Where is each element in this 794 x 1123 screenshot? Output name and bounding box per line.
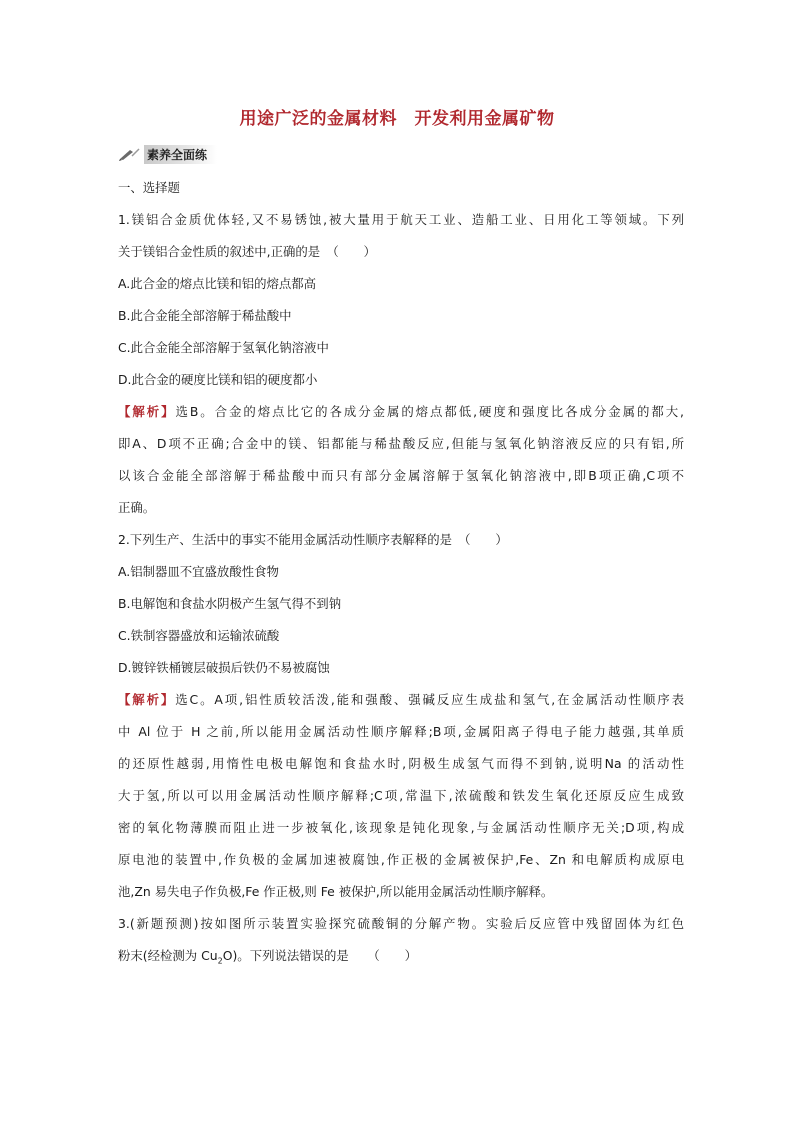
- q2-analysis-line-7: 池,Zn 易失电子作负极,Fe 作正极,则 Fe 被保护,所以能用金属活动性顺序解释。: [118, 884, 554, 899]
- question-content: [118, 172, 684, 972]
- q1-analysis-mark: 【解析】: [118, 404, 176, 419]
- q1-option-c: C.此合金能全部溶解于氢氧化钠溶液中: [118, 340, 329, 355]
- q1-stem-line-1: 1.镁铝合金质优体轻,又不易锈蚀,被大量用于航天工业、造船工业、日用化工等领域。下列: [118, 212, 684, 227]
- q2-analysis-text-1: 选C。A项,铝性质较活泼,能和强酸、强碱反应生成盐和氢气,在金属活动性顺序表: [175, 692, 684, 707]
- q3-stem-line-1: 3.(新题预测)按如图所示装置实验探究硫酸铜的分解产物。实验后反应管中残留固体为红色: [118, 916, 684, 931]
- q2-analysis-line-6: 原电池的装置中,作负极的金属加速被腐蚀,作正极的金属被保护,Fe、Zn 和电解质构成原电: [118, 852, 684, 867]
- q3-stem-text-b: O)。下列说法错误的是 （ ）: [222, 948, 417, 963]
- section-tag: [118, 145, 217, 163]
- q1-option-b: B.此合金能全部溶解于稀盐酸中: [118, 308, 292, 323]
- q2-option-d: D.镀锌铁桶镀层破损后铁仍不易被腐蚀: [118, 660, 330, 675]
- q1-analysis-line-1: [118, 396, 684, 428]
- q2-analysis-line-2: 中 Al 位于 H 之前,所以能用金属活动性顺序解释;B项,金属阳离子得电子能力越强,其单质: [118, 724, 684, 739]
- q2-stem: 2.下列生产、生活中的事实不能用金属活动性顺序表解释的是 （ ）: [118, 532, 508, 547]
- q1-analysis-line-3: 以该合金能全部溶解于稀盐酸中而只有部分金属溶解于氢氧化钠溶液中,即B项正确,C项不: [118, 468, 684, 483]
- q3-stem-line-2: [118, 940, 684, 972]
- q3-stem-subscript: 2: [217, 956, 223, 966]
- q1-stem-line-2: 关于镁铝合金性质的叙述中,正确的是 （ ）: [118, 244, 376, 259]
- q1-analysis-line-4: 正确。: [118, 500, 156, 515]
- pencil-icon: [118, 147, 140, 161]
- q2-option-c: C.铁制容器盛放和运输浓硫酸: [118, 628, 280, 643]
- section-tag-label: 素养全面练: [144, 145, 217, 164]
- q1-option-d: D.此合金的硬度比镁和铝的硬度都小: [118, 372, 318, 387]
- q1-analysis-text-1: 选B。合金的熔点比它的各成分金属的熔点都低,硬度和强度比各成分金属的都大,: [175, 404, 685, 419]
- q1-analysis-line-2: 即A、D项不正确;合金中的镁、铝都能与稀盐酸反应,但能与氢氧化钠溶液反应的只有铝,所: [118, 436, 684, 451]
- q3-stem-text-a: 粉末(经检测为 Cu: [118, 948, 218, 963]
- q2-analysis-line-4: 大于氢,所以可以用金属活动性顺序解释;C项,常温下,浓硫酸和铁发生氧化还原反应生成致: [118, 788, 684, 803]
- q2-analysis-line-5: 密的氧化物薄膜而阻止进一步被氧化,该现象是钝化现象,与金属活动性顺序无关;D项,构成: [118, 820, 684, 835]
- q2-option-b: B.电解饱和食盐水阴极产生氢气得不到钠: [118, 596, 342, 611]
- part-heading: 一、选择题: [118, 180, 180, 195]
- page-title: 用途广泛的金属材料 开发利用金属矿物: [239, 109, 555, 129]
- q2-option-a: A.铝制器皿不宜盛放酸性食物: [118, 564, 279, 579]
- q2-analysis-line-3: 的还原性越弱,用惰性电极电解饱和食盐水时,阴极生成氢气而得不到钠,说明Na 的活动性: [118, 756, 684, 771]
- q2-analysis-line-1: [118, 684, 684, 716]
- q1-option-a: A.此合金的熔点比镁和铝的熔点都高: [118, 276, 317, 291]
- q2-analysis-mark: 【解析】: [118, 692, 176, 707]
